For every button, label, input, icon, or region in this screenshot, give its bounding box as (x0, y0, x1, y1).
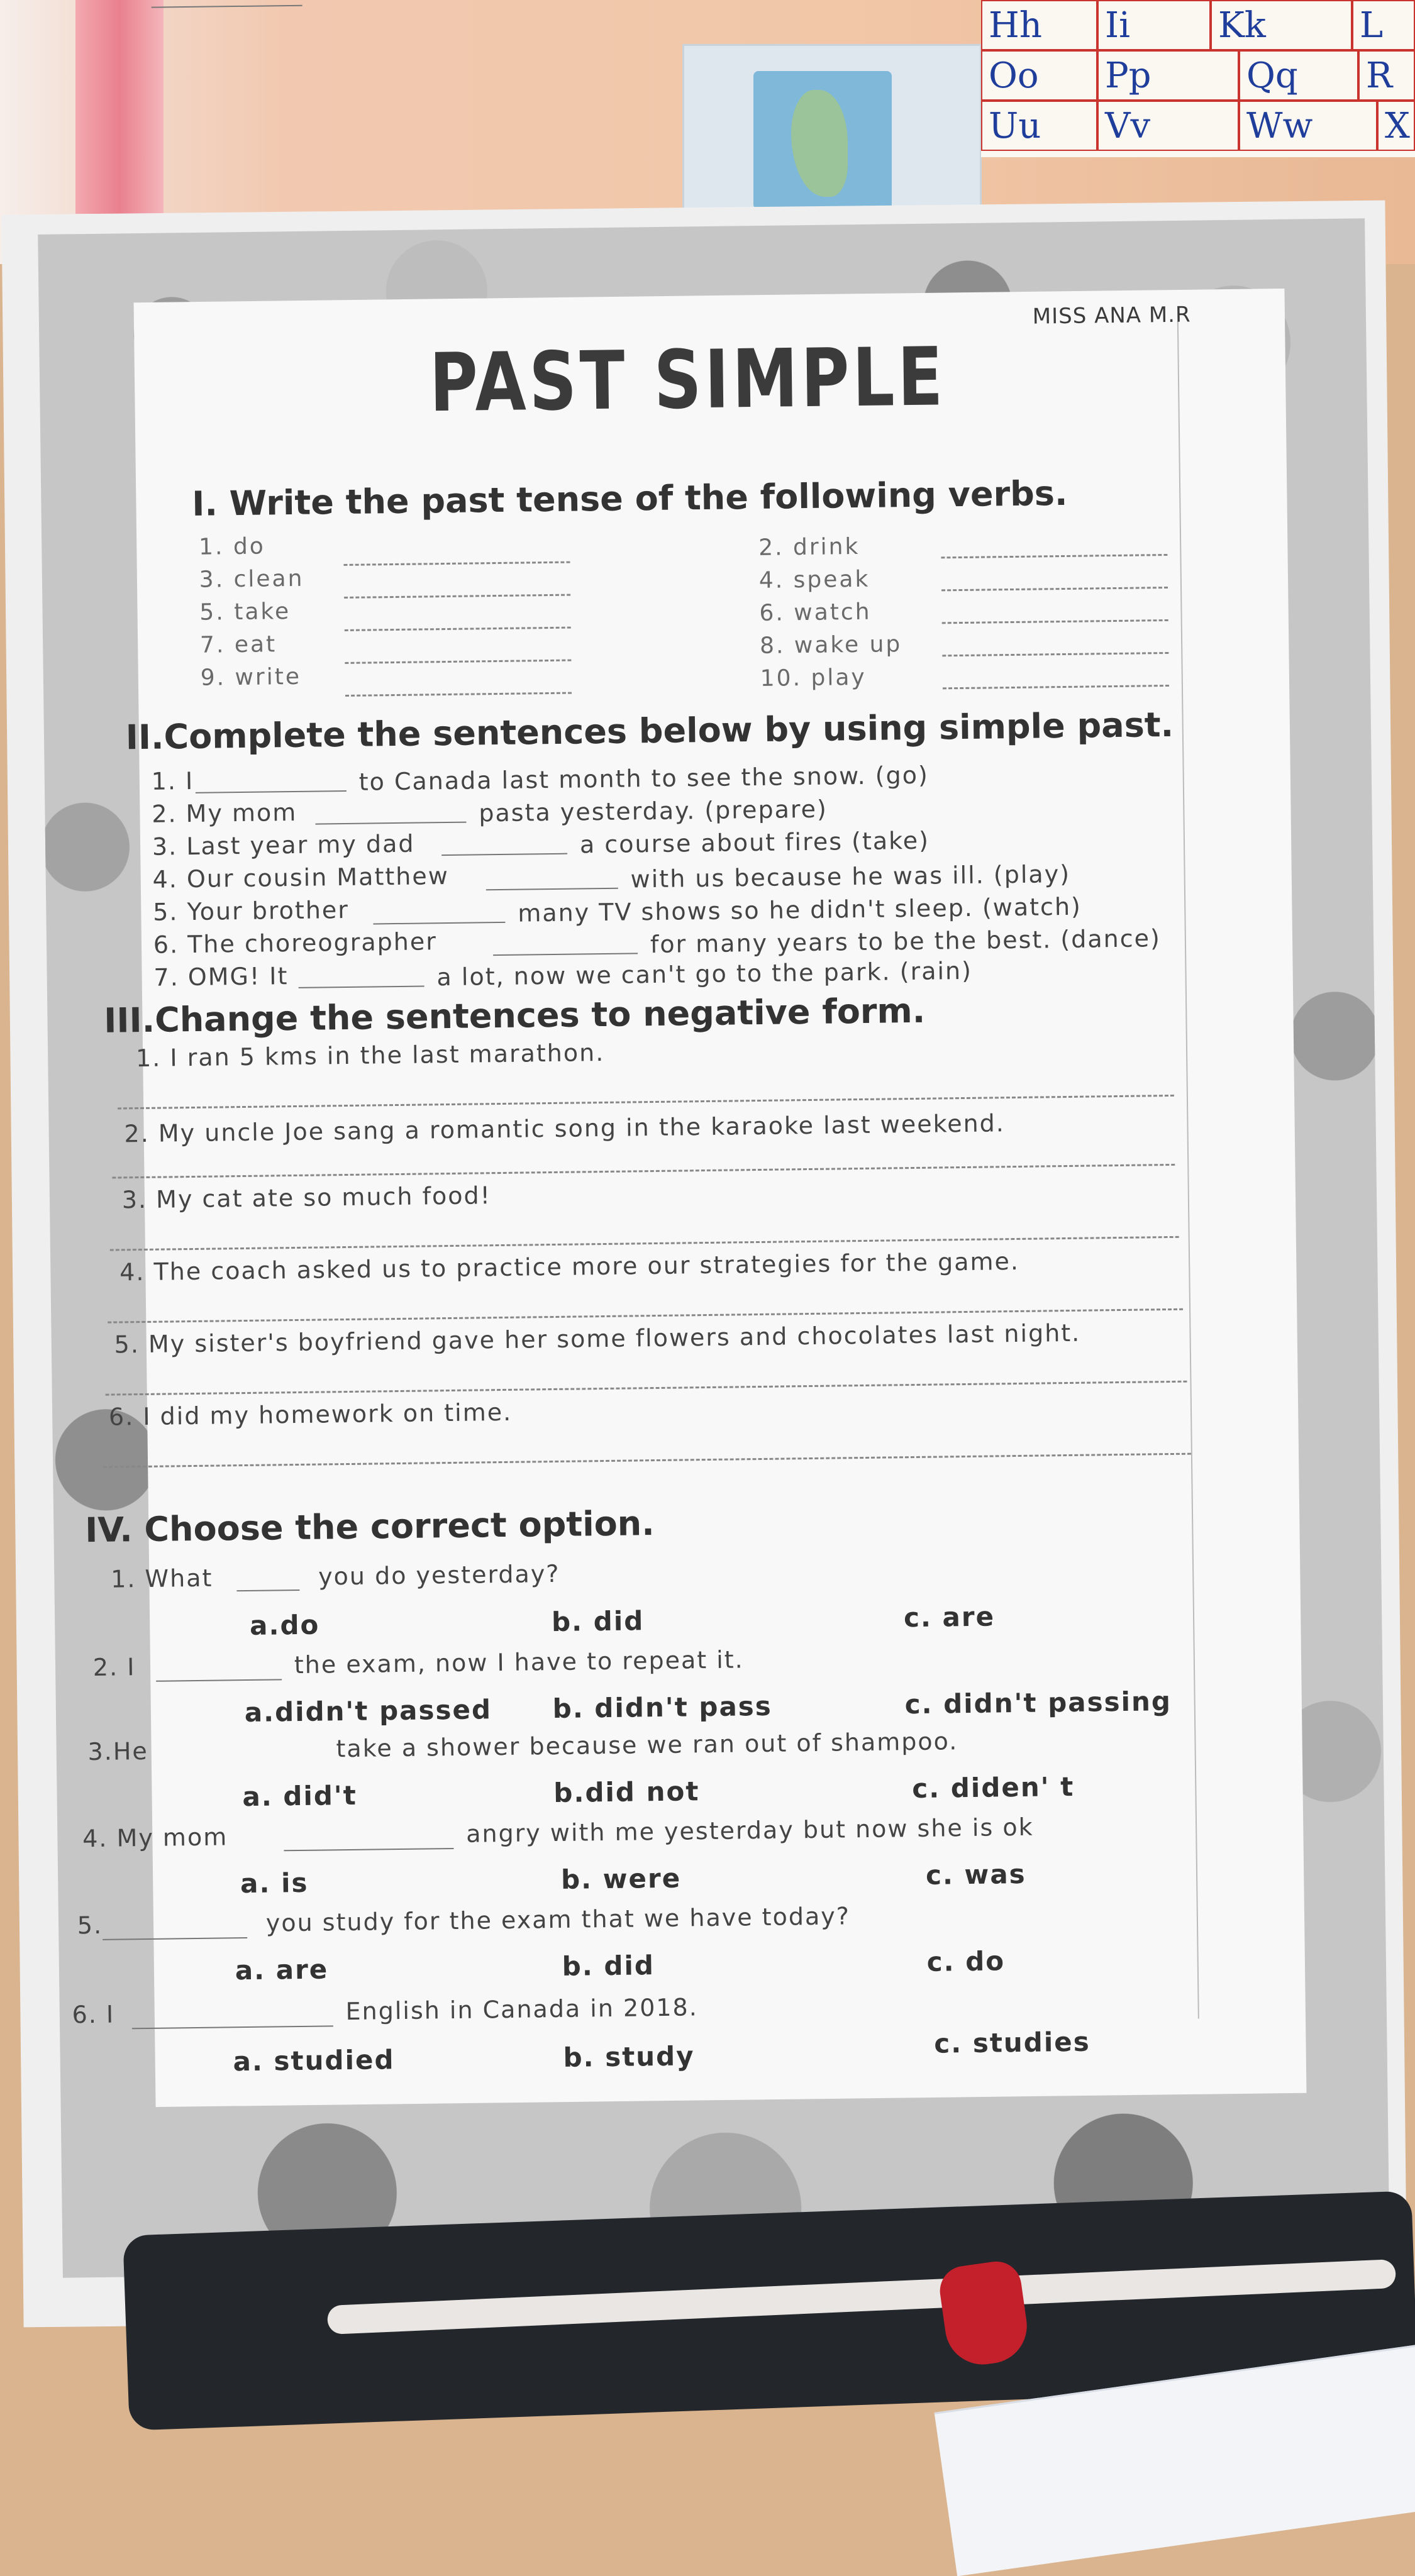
alphabet-cell: Pp (1097, 50, 1239, 101)
option-a[interactable]: a.do (249, 1609, 320, 1641)
option-a[interactable]: a. are (235, 1954, 329, 1986)
option-c[interactable]: c. diden' t (912, 1771, 1075, 1805)
answer-line[interactable] (943, 685, 1169, 689)
question-start: 5. (77, 1911, 103, 1940)
sentence-start: 6. The choreographer (153, 927, 438, 959)
question-start: 4. My mom (82, 1823, 228, 1853)
verb-item: 4. speak (758, 566, 870, 594)
alphabet-cell: Oo (981, 50, 1097, 101)
option-c[interactable]: c. didn't passing (904, 1686, 1172, 1720)
answer-line[interactable] (441, 853, 567, 856)
answer-line[interactable] (103, 1937, 247, 1940)
sentence-end: to Canada last month to see the snow. (go) (358, 761, 929, 796)
answer-line[interactable] (345, 660, 571, 664)
question-end: take a shower because we ran out of shampoo. (336, 1727, 958, 1763)
answer-line[interactable] (196, 790, 347, 793)
question-start: 6. I (72, 2000, 115, 2029)
verb-item: 9. write (200, 663, 302, 691)
answer-line[interactable] (941, 554, 1167, 558)
section-2-heading: II.Complete the sentences below by using simple past. (125, 704, 1174, 758)
section-4-heading: IV. Choose the correct option. (84, 1503, 655, 1551)
negative-sentence: 5. My sister's boyfriend gave her some flowers and chocolates last night. (114, 1318, 1081, 1359)
question-end: the exam, now I have to repeat it. (294, 1645, 744, 1679)
alphabet-cell: L (1352, 0, 1415, 50)
sentence-start: 5. Your brother (152, 895, 350, 926)
sentence-start: 3. Last year my dad (152, 829, 415, 861)
option-b[interactable]: b.did not (553, 1776, 700, 1809)
verb-item: 8. wake up (759, 631, 902, 659)
option-a[interactable]: a. is (240, 1867, 309, 1899)
option-b[interactable]: b. were (560, 1862, 682, 1895)
negative-sentence: 2. My uncle Joe sang a romantic song in the karaoke last weekend. (124, 1109, 1006, 1148)
answer-line[interactable] (486, 888, 618, 891)
answer-line[interactable] (103, 1453, 1191, 1468)
sentence-end: many TV shows so he didn't sleep. (watch) (518, 892, 1082, 927)
answer-line[interactable] (942, 652, 1168, 656)
sentence-start: 7. OMG! It (153, 962, 289, 992)
sentence-start: 1. I (151, 766, 194, 795)
answer-line[interactable] (112, 1164, 1175, 1179)
answer-line[interactable] (106, 1381, 1187, 1396)
sentence-end: pasta yesterday. (prepare) (479, 795, 828, 827)
option-b[interactable]: b. didn't pass (552, 1690, 773, 1725)
answer-line[interactable] (132, 2025, 333, 2029)
verb-item: 6. watch (759, 599, 872, 626)
question-end: angry with me yesterday but now she is ok (465, 1813, 1034, 1848)
alphabet-cell: Vv (1097, 101, 1239, 151)
section-1-heading: I. Write the past tense of the following verbs. (191, 473, 1068, 524)
sentence-end: a lot, now we can't go to the park. (rain) (436, 956, 973, 992)
answer-line[interactable] (373, 922, 505, 925)
sentence-end: a course about fires (take) (579, 826, 930, 859)
answer-line[interactable] (284, 1848, 453, 1851)
verb-item: 1. do (198, 533, 266, 560)
answer-line[interactable] (942, 619, 1168, 624)
question-start: 2. I (92, 1653, 136, 1681)
alphabet-cell: Uu (981, 101, 1097, 151)
question-start: 3.He (87, 1737, 149, 1766)
answer-line[interactable] (156, 1679, 282, 1681)
alphabet-cell: Kk (1211, 0, 1352, 50)
section-3-heading: III.Change the sentences to negative form. (103, 990, 926, 1041)
option-c[interactable]: c. are (903, 1601, 996, 1633)
verb-item: 5. take (199, 599, 291, 626)
alphabet-cell: R (1358, 50, 1415, 101)
answer-line[interactable] (236, 1589, 299, 1591)
answer-line[interactable] (118, 1095, 1174, 1110)
answer-line[interactable] (343, 561, 570, 566)
sentence-end: with us because he was ill. (play) (630, 860, 1071, 893)
verb-item: 10. play (760, 664, 867, 692)
negative-sentence: 1. I ran 5 kms in the last marathon. (135, 1038, 605, 1073)
answer-line[interactable] (299, 985, 425, 988)
alphabet-cell: Qq (1239, 50, 1358, 101)
alphabet-cell: Hh (981, 0, 1097, 50)
option-c[interactable]: c. studies (934, 2026, 1090, 2059)
verb-item: 2. drink (758, 533, 860, 561)
verb-item: 7. eat (199, 631, 277, 658)
answer-line[interactable] (345, 692, 572, 697)
answer-line[interactable] (941, 587, 1168, 591)
question-end: you study for the exam that we have today? (265, 1902, 851, 1937)
verb-item: 3. clean (199, 565, 304, 593)
page-title: PAST SIMPLE (429, 330, 946, 431)
negative-sentence: 4. The coach asked us to practice more our strategies for the game. (119, 1247, 1020, 1286)
negative-sentence: 3. My cat ate so much food! (121, 1181, 492, 1214)
option-b[interactable]: b. study (563, 2040, 695, 2073)
question-end: English in Canada in 2018. (345, 1993, 699, 2026)
question-end: you do yesterday? (318, 1559, 560, 1591)
option-b[interactable]: b. did (551, 1605, 645, 1638)
answer-line[interactable] (493, 953, 638, 956)
answer-line[interactable] (344, 594, 570, 599)
answer-line[interactable] (316, 822, 467, 825)
sentence-start: 4. Our cousin Matthew (152, 861, 450, 893)
question-start: 1. What (110, 1564, 213, 1593)
alphabet-cell: Ww (1239, 101, 1377, 151)
option-c[interactable]: c. was (925, 1858, 1026, 1891)
sentence-end: for many years to be the best. (dance) (650, 924, 1162, 959)
author-name: MISS ANA M.R (1032, 302, 1191, 329)
margin-line (1177, 321, 1199, 2019)
option-a[interactable]: a. studied (233, 2044, 395, 2077)
sentence-start: 2. My mom (152, 798, 297, 828)
option-b[interactable]: b. did (562, 1950, 655, 1982)
option-c[interactable]: c. do (926, 1945, 1006, 1977)
option-a[interactable]: a.didn't passed (244, 1694, 492, 1728)
negative-sentence: 6. I did my homework on time. (108, 1398, 513, 1431)
option-a[interactable]: a. did't (242, 1779, 358, 1813)
alphabet-cell: Ii (1097, 0, 1211, 50)
answer-line[interactable] (345, 627, 571, 631)
alphabet-cell: X (1377, 101, 1415, 151)
